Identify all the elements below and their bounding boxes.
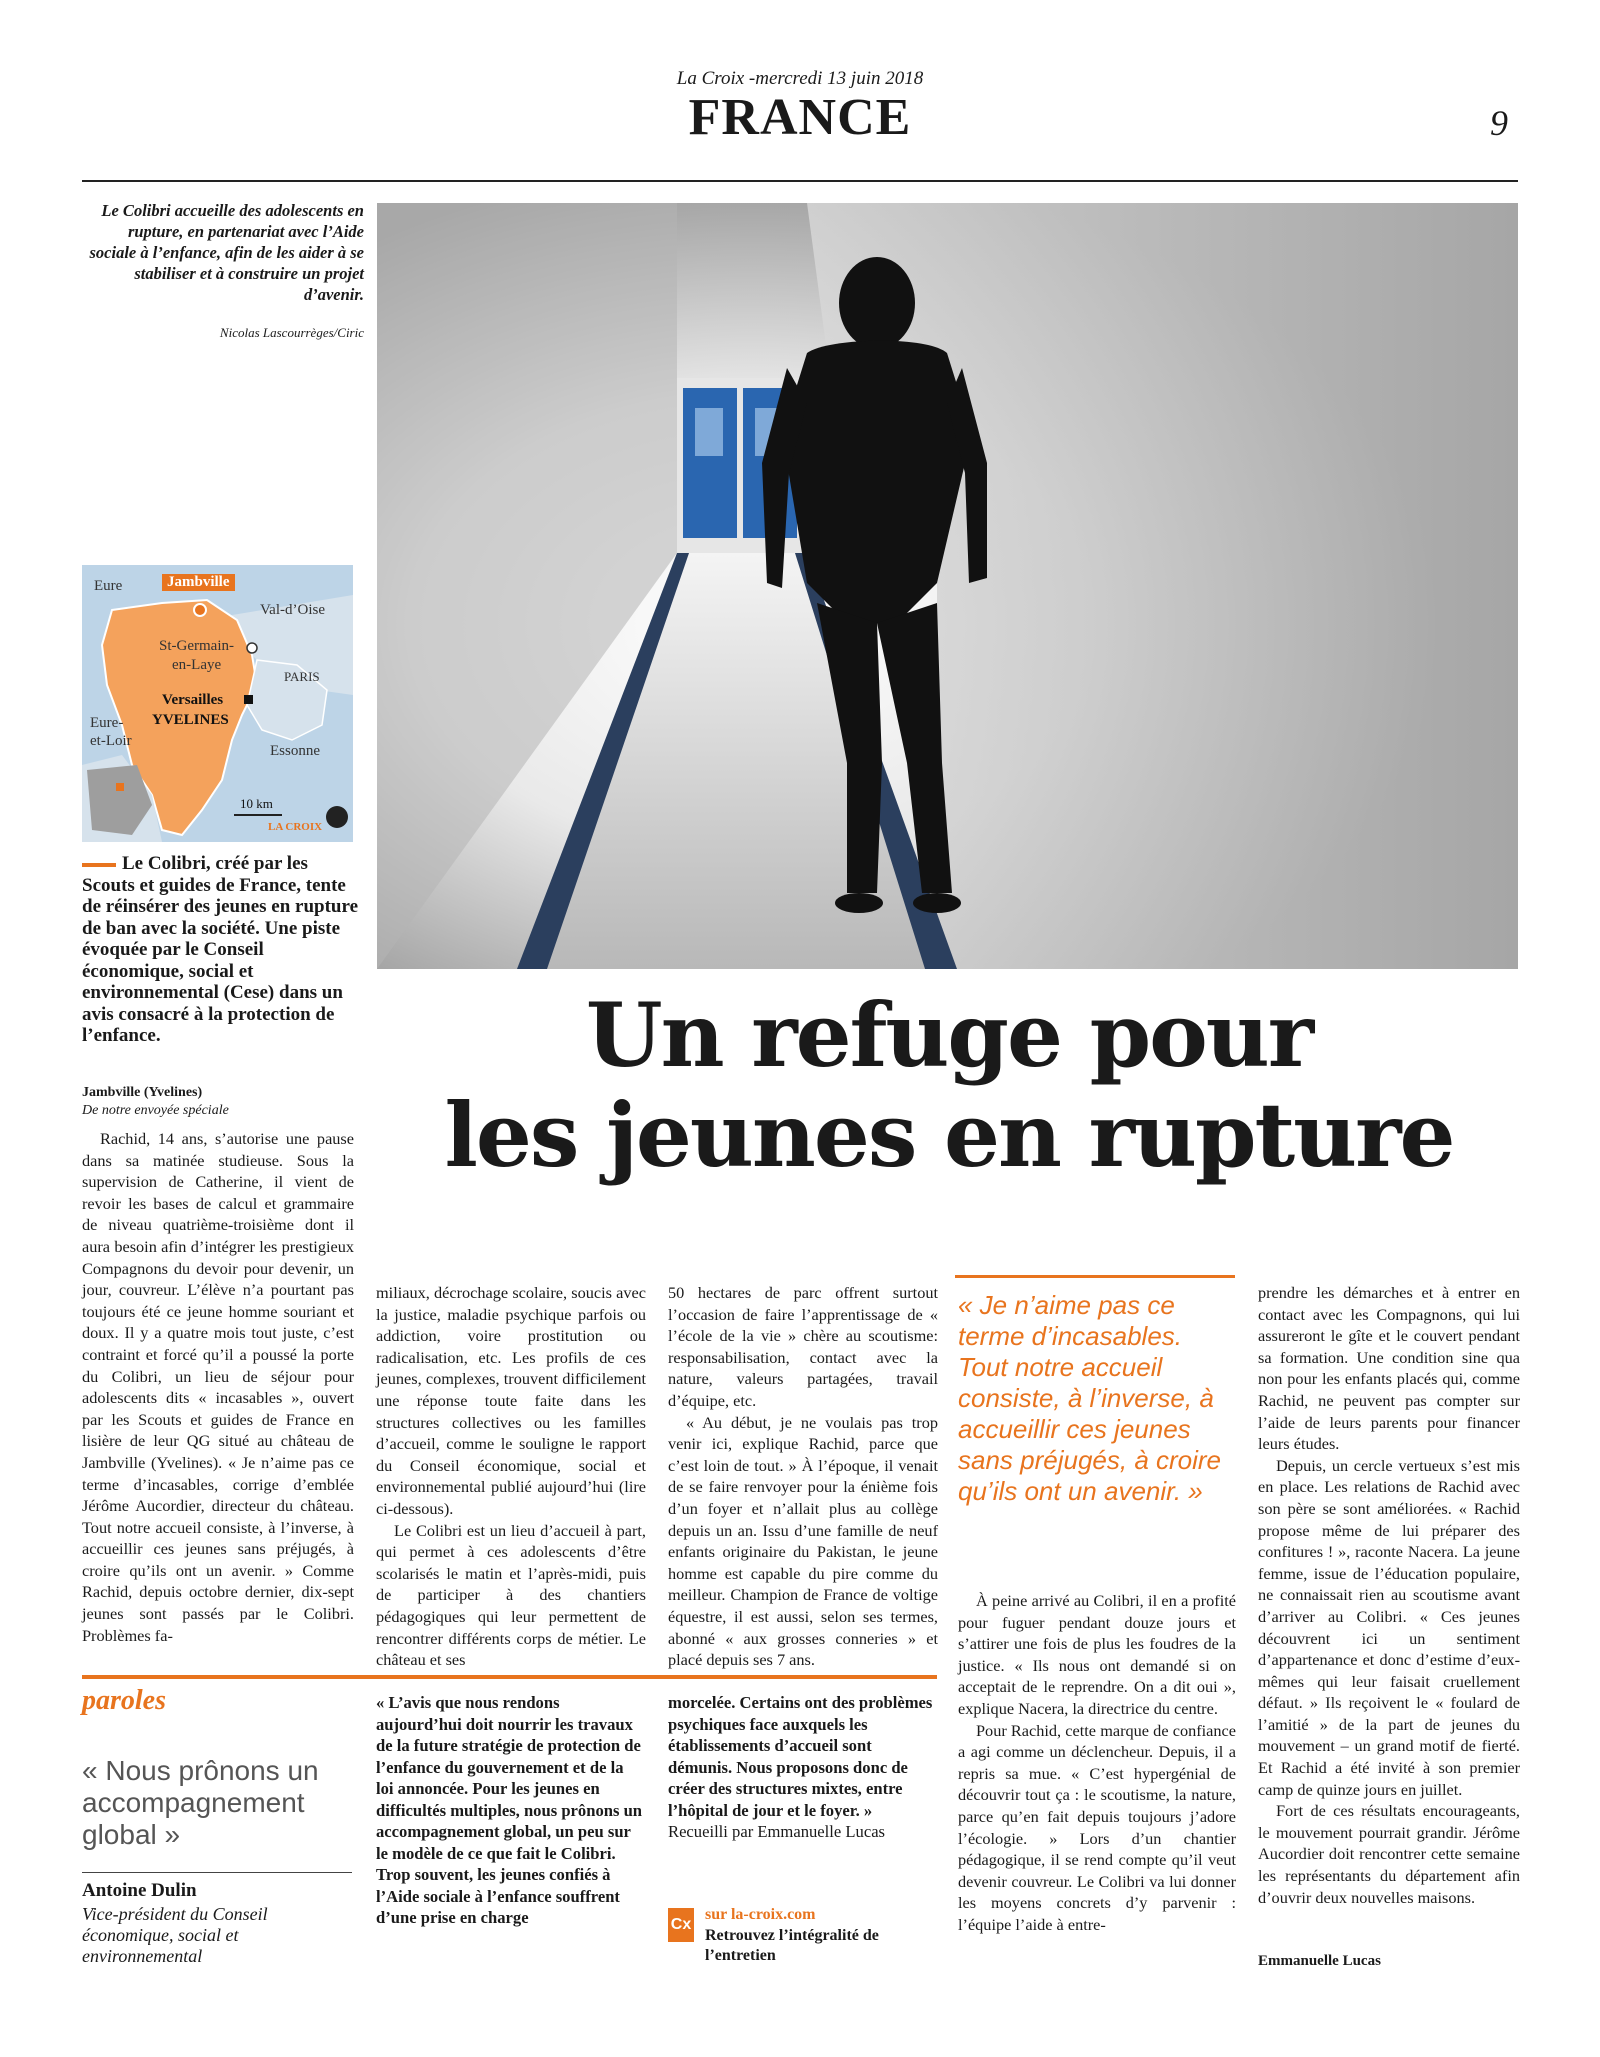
body-paragraph: Fort de ces résultats encourageants, le mouvement pourrait grandir. Jérôme Aucordier doit rencontrer cette semaine les représentants du département afin d’ouvrir deux nouvelles maisons. <box>1258 1801 1520 1907</box>
photo-credit: Nicolas Lascourrèges/Ciric <box>219 325 364 340</box>
interview-text: morcelée. Certains ont des problèmes psychiques face auxquels les établissements d’accueil sont démunis. Nous proposons donc de créer des structures mixtes, entre l’hôpital de jour et le foyer. » <box>668 1693 933 1820</box>
body-paragraph: Rachid, 14 ans, s’autorise une pause dans sa matinée studieuse. Sous la supervision de Catherine, il vient de revoir les bases de calcul et grammaire de niveau quatrième-troisième dont il aura besoin afin d’intégrer les prestigieux Compagnons du devoir pour devenir, un jour, couvreur. L’élève n’a pourtant pas toujours été ce jeune homme souriant et doux. Il y a quatre mois tout juste, c’est contraint et forcé qu’il a poussé la porte du Colibri, un lieu de séjour pour adolescents dits « incasables », ouvert par les Scouts et guides de France en lisière de leur QG situé au château de Jambville (Yvelines). « Je n’aime pas ce terme d’incasables, corrige d’emblée Jérôme Aucordier, directeur du château. Tout notre accueil consiste, à l’inverse, à accueillir ces jeunes sans préjugés, à croire qu’ils ont un avenir. » Comme Rachid, depuis octobre dernier, dix-sept jeunes sont passés par le Colibri. Problèmes fa- <box>82 1129 354 1645</box>
photo-caption: Le Colibri accueille des adolescents en rupture, en partenariat avec l’Aide sociale à l’enfance, afin de les aider à se stabiliser et à construire un projet d’avenir. <box>89 201 364 304</box>
article-lead <box>82 853 364 1047</box>
paroles-quote: « Nous prônons un accompagnement global » <box>82 1755 319 1850</box>
body-paragraph: Depuis, un cercle vertueux s’est mis en place. Les relations de Rachid avec son père se sont améliorées. « Rachid propose même de lui préparer des confitures ! », raconte Nacera. La jeune femme, issue de l’éducation populaire, ne connaissait rien au scoutisme avant d’arriver au Colibri. « Ces jeunes découvrent ici un sentiment d’appartenance et donc d’estime d’eux-mêmes qui leur faisait cruellement défaut. » Ils reçoivent le « foulard de l’amitié » de la part de jeunes du mouvement – un grand motif de fierté. Et Rachid a été invité à son premier camp de quinze jours en juillet. <box>1258 1455 1520 1799</box>
body-column-2 <box>376 1282 646 1671</box>
map-scale-label: 10 km <box>240 796 273 811</box>
pull-quote-rule <box>955 1275 1235 1278</box>
map-label-yvelines: YVELINES <box>152 712 229 728</box>
paroles-name: Antoine Dulin <box>82 1880 197 1901</box>
paroles-top-rule <box>82 1675 937 1679</box>
map-label-versailles: Versailles <box>162 692 224 708</box>
masthead-date: La Croix -mercredi 13 juin 2018 <box>676 68 924 89</box>
headline-line-1: Un refuge pour <box>585 983 1313 1087</box>
map-label-jambville: Jambville <box>162 574 235 591</box>
lead-text: Le Colibri, créé par les Scouts et guides de France, tente de réinsérer des jeunes en rupture de ban avec la société. Une piste évoquée par le Conseil économique, social et environnemental (Cese) dans un avis consacré à la protection de l’enfance. <box>82 853 359 1046</box>
map-label-paris: PARIS <box>284 669 320 684</box>
top-rule <box>82 180 1518 182</box>
article-author: Emmanuelle Lucas <box>1258 1953 1381 1969</box>
map-label-eure: Eure <box>94 578 123 594</box>
body-paragraph: 50 hectares de parc offrent surtout l’occasion de faire l’apprentissage de « l’école de la vie » chère au scoutisme: responsabilisation, contact avec la nature, valeurs partagées, travail d’équipe, etc. <box>668 1283 938 1410</box>
lead-accent-bar <box>82 863 116 867</box>
page-number: 9 <box>1490 103 1508 143</box>
cx-logo-icon: Cx <box>668 1908 694 1942</box>
map-label-val-doise: Val-d’Oise <box>260 602 325 618</box>
map-label-en-laye: en-Laye <box>172 657 222 673</box>
body-column-1 <box>82 1128 354 1646</box>
headline-line-2: les jeunes en rupture <box>444 1083 1454 1187</box>
section-title: FRANCE <box>688 89 912 146</box>
article-photo <box>377 203 1518 969</box>
map-label-essonne: Essonne <box>270 743 320 759</box>
interview-column-2 <box>668 1692 938 1843</box>
web-promo-link[interactable]: sur la-croix.com <box>705 1906 816 1923</box>
paroles-role: Vice-président du Conseil économique, social et environnemental <box>82 1904 268 1966</box>
dateline-place: Jambville (Yvelines) <box>82 1085 203 1100</box>
body-column-3 <box>668 1282 938 1671</box>
web-promo-text: Retrouvez l’intégralité de l’entretien <box>705 1927 879 1964</box>
map-label-eure-et-loir-2: et-Loir <box>90 733 132 749</box>
body-paragraph: Pour Rachid, cette marque de confiance a agi comme un déclencheur. Depuis, il a repris sa mue. « C’est hypergénial de découvrir tout ça : le scoutisme, la nature, parce qu’en fait depuis toujours j’adore l’écologie. » Lors d’un chantier pédagogique, il se rend compte qu’il veut devenir couvreur. Le Colibri va lui donner les moyens concrets d’y parvenir : l’équipe l’aide à entre- <box>958 1720 1236 1934</box>
map-label-st-germain: St-Germain- <box>159 638 234 654</box>
dateline-role: De notre envoyée spéciale <box>82 1103 229 1118</box>
paroles-label: paroles <box>82 1685 166 1716</box>
corridor-illustration <box>377 203 1518 969</box>
location-map <box>82 565 353 842</box>
headline <box>380 985 1518 1185</box>
body-paragraph: À peine arrivé au Colibri, il en a profité pour fuguer pendant douze jours et s’attirer une fois de plus les foudres de la justice. « Ils nous ont demandé si on acceptait de le reprendre. On a dit oui », explique Nacera, la directrice du centre. <box>958 1591 1236 1718</box>
interview-column-1: « L’avis que nous rendons aujourd’hui doit nourrir les travaux de la future stratégie de protection de l’enfance du gouvernement et de la loi annoncée. Pour les jeunes en difficultés multiples, nous prônons un accompagnement global, un peu sur le modèle de ce que fait le Colibri. Trop souvent, les jeunes confiés à l’Aide sociale à l’enfance souffrent d’une prise en charge <box>376 1693 643 1927</box>
map-logo: LA CROIX <box>268 821 323 833</box>
interview-credit: Recueilli par Emmanuelle Lucas <box>668 1822 886 1841</box>
pull-quote: « Je n’aime pas ce terme d’incasables. Tout notre accueil consiste, à l’inverse, à accueillir ces jeunes sans préjugés, à croire qu’ils ont un avenir. » <box>958 1290 1222 1506</box>
body-paragraph: prendre les démarches et à entrer en contact avec les Compagnons, qui lui assureront le gîte et le couvert pendant sa formation. Une condition sine qua non pour les enfants placés qui, comme Rachid, ne peuvent pas compter sur l’aide de leurs parents pour financer leurs études. <box>1258 1283 1520 1454</box>
body-paragraph: Le Colibri est un lieu d’accueil à part, qui permet à ces adolescents d’être scolarisés le matin et l’après-midi, puis de participer à des chantiers pédagogiques qui leur permettent de rencontrer différents corps de métier. Le château et ses <box>376 1520 646 1670</box>
body-paragraph: « Au début, je ne voulais pas trop venir ici, explique Rachid, parce que c’est loin de tout. » À l’époque, il venait de se faire renvoyer pour la énième fois d’un foyer et n’allait plus au collège depuis un an. Issu d’une famille de neuf enfants originaire du Pakistan, le jeune homme est capable du pire comme du meilleur. Champion de France de voltige équestre, il est aussi, selon ses termes, abonné « aux grosses conneries » et placé depuis ses 7 ans. <box>668 1412 938 1670</box>
paroles-divider <box>82 1872 352 1873</box>
body-column-5 <box>1258 1282 1520 1908</box>
body-column-4 <box>958 1590 1236 1936</box>
map-label-eure-et-loir-1: Eure- <box>90 715 124 731</box>
body-paragraph: miliaux, décrochage scolaire, soucis avec la justice, maladie psychique parfois ou addiction, voire prostitution ou radicalisation, etc. Les profils de ces jeunes, complexes, trouvent difficilement une réponse toute faite dans les structures collectives ou les familles d’accueil, comme le souligne le rapport du Conseil économique, social et environnemental publié aujourd’hui (lire ci-dessous). <box>376 1283 646 1518</box>
